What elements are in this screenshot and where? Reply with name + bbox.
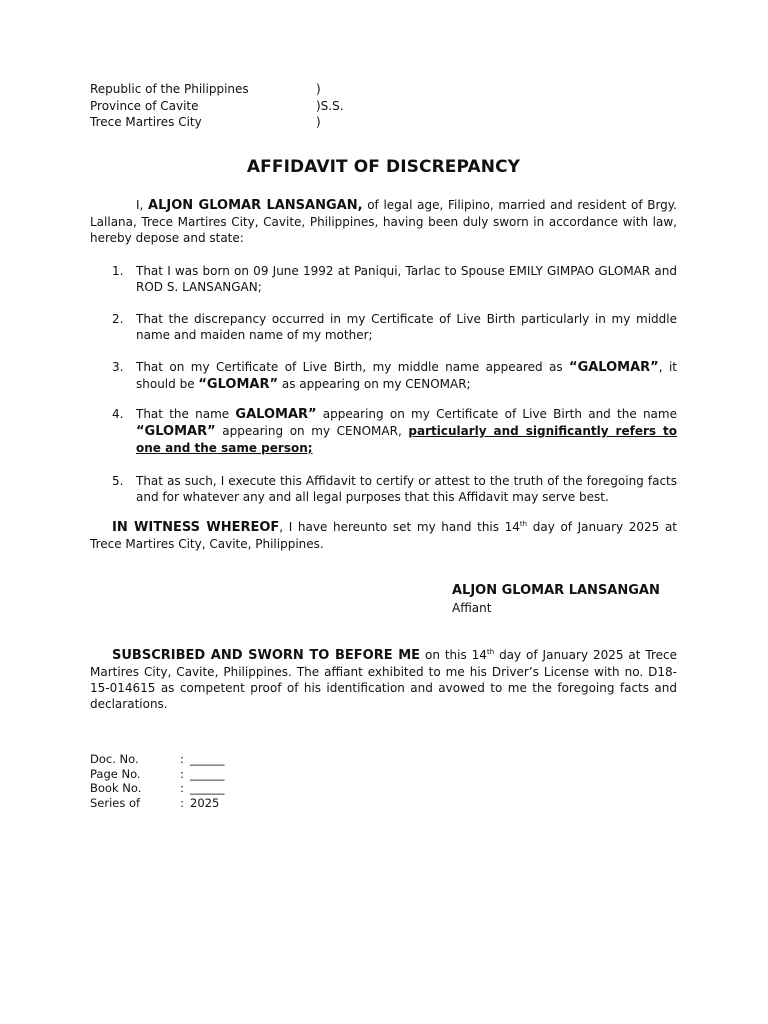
venue-line [90,81,390,98]
witness-text: day of January 2025 at Trece Martires City, Cavite, Philippines. [90,520,677,551]
venue-line [90,98,390,115]
venue-paren: )S.S. [316,98,344,113]
docinfo-label: Page No. [90,766,141,781]
docinfo-row [90,767,290,782]
docinfo-label: Doc. No. [90,752,139,766]
docinfo-colon: : [180,781,184,795]
venue-text: Republic of the Philippines [90,82,249,96]
venue-text: Province of Cavite [90,98,199,113]
document-title: AFFIDAVIT OF DISCREPANCY [246,157,521,177]
item-text-part: as appearing on my CENOMAR; [278,377,471,391]
affiant-name-inline: ALJON GLOMAR LANSANGAN, [148,198,363,213]
item-text-part: That on my Certificate of Live Birth, my middle name appeared as [136,360,570,374]
docinfo-value: ______ [190,766,225,781]
docinfo-row [90,796,290,811]
intro-text: of legal age, Filipino, married and resident of Brgy. Lallana, Trece Martires City, Cavite, Philippines, having been duly sworn in accordance with law, hereby depose and state: [90,198,677,245]
item-text-part: That the discrepancy occurred in my Certificate of Live Birth particularly in my middle name and maiden name of my mother; [136,312,677,342]
item-text [136,263,677,295]
item-text [136,473,677,505]
item-number: 5. [112,474,124,488]
docinfo-colon: : [180,766,184,781]
item-emphasis: “GLOMAR” [198,377,279,392]
docinfo-label: Book No. [90,781,142,795]
item-text-part: appearing on my Certificate of Live Birth and the name [316,407,677,421]
venue-block [90,81,390,131]
witness-paragraph [90,519,677,552]
docinfo-row [90,752,290,767]
docinfo-value: ______ [190,752,225,766]
jurat-sup: th [486,648,495,656]
venue-line [90,114,390,131]
witness-sup: th [519,520,528,528]
witness-text: , I have hereunto set my hand this 14 [279,520,520,534]
item-text [136,311,677,343]
item-number: 1. [112,264,124,278]
jurat-paragraph [90,647,677,712]
docinfo-value: ______ [190,781,225,795]
docinfo-colon: : [180,795,184,810]
jurat-text: day of January 2025 at Trece Martires City, Cavite, Philippines. The affiant exhibited to me his Driver’s License with no. D18-15-014615 as competent proof of his identification and avowed to me the foregoing facts and declarations. [90,648,678,711]
docinfo-colon: : [180,752,184,766]
witness-lead: IN WITNESS WHEREOF [112,520,280,535]
venue-paren: ) [316,82,321,96]
intro-paragraph [90,197,677,246]
item-text [136,406,677,456]
jurat-lead: SUBSCRIBED AND SWORN TO BEFORE ME [112,648,421,663]
affiant-name: ALJON GLOMAR LANSANGAN [452,583,660,598]
item-text [136,359,677,393]
jurat-text: on this 14 [420,648,487,662]
item-number: 4. [112,407,124,421]
item-emphasis: “GALOMAR” [569,360,659,375]
docinfo-value: 2025 [190,795,220,810]
venue-text: Trece Martires City [90,115,202,129]
item-number: 2. [112,312,124,326]
affiant-role: Affiant [452,601,492,615]
item-text-part: That the name [136,407,236,421]
affiant-signature-block [452,583,682,616]
notarial-register-block [90,752,290,810]
intro-lead: I, [136,198,144,212]
item-emphasis: GALOMAR” [235,407,317,422]
item-text-part: , it should be [136,360,677,391]
venue-paren: ) [316,115,321,129]
docinfo-row [90,781,290,796]
docinfo-label: Series of [90,795,141,810]
item-text-part: That I was born on 09 June 1992 at Paniqui, Tarlac to Spouse EMILY GIMPAO GLOMAR and ROD S. LANSANGAN; [136,264,677,294]
item-text-part: appearing on my CENOMAR, [215,424,409,438]
item-text-part: That as such, I execute this Affidavit to certify or attest to the truth of the foregoing facts and for whatever any and all legal purposes that this Affidavit may serve best. [136,474,677,504]
item-number: 3. [112,360,124,374]
item-emphasis: “GLOMAR” [136,424,216,439]
item-underlined: particularly and significantly refers to one and the same person; [136,424,677,455]
